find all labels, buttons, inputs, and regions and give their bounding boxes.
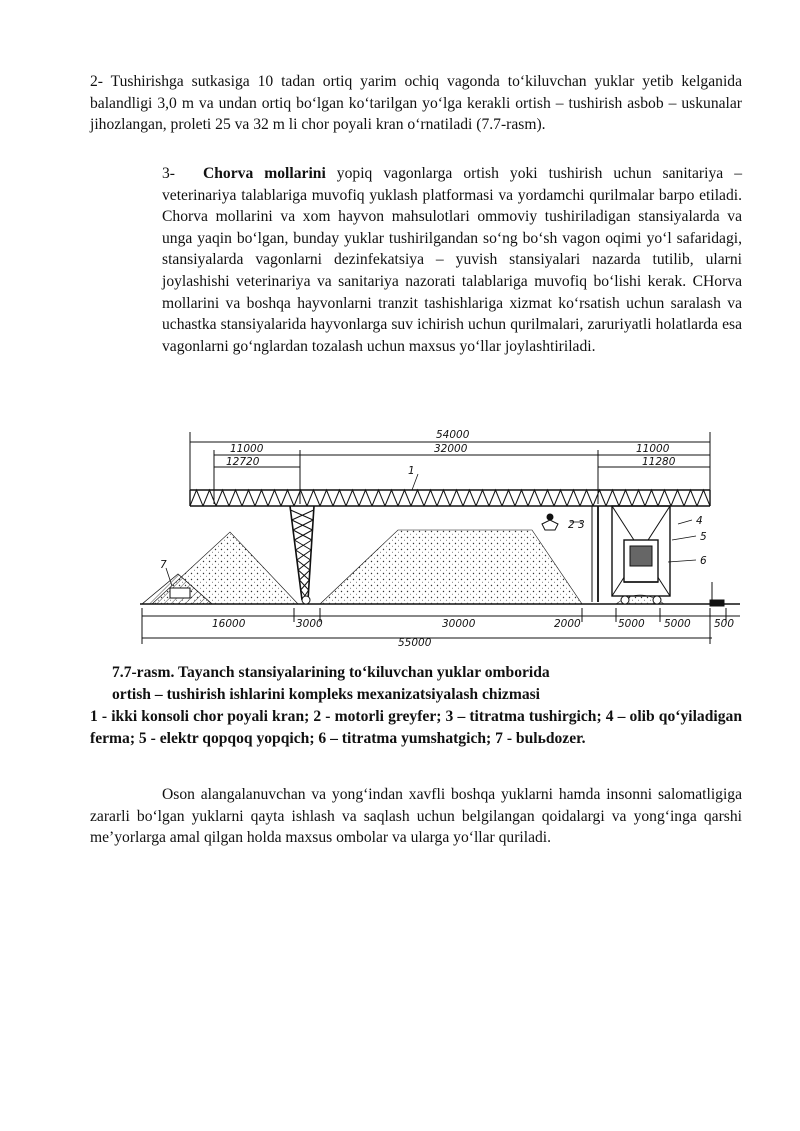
label-7: 7 (160, 559, 167, 571)
dim-bottom-2: 3000 (296, 618, 323, 630)
dim-left-offset: 12720 (226, 456, 260, 468)
dim-bottom-4: 2000 (554, 618, 581, 630)
dim-bottom-3: 30000 (442, 618, 476, 630)
figure-caption-line-1: 7.7-rasm. Tayanch stansiyalarining to‘kiluvchan yuklar omborida (112, 664, 550, 681)
figure-legend: 1 - ikki konsoli chor poyali kran; 2 - motorli greyfer; 3 – titratma tushirgich; 4 – olib qo‘yiladigan ferma; 5 - elektr qopqoq yopqich; 6 – titratma yumshatgich; 7 - bulьdozer. (90, 708, 742, 747)
label-4: 4 (696, 515, 703, 527)
dim-bottom-1: 16000 (212, 618, 246, 630)
paragraph-3: Oson alangalanuvchan va yong‘indan xavfli boshqa yuklarni hamda insonni salomatligiga zararli bo‘lgan yuklarni qayta ishlash va saqlash uchun belgilangan qoidalargi va yong‘inga qarshi me’yorlarga amal qilgan holda maxsus ombolar va ularga yo‘llar quriladi. (90, 786, 742, 847)
paragraph-2-bold: Chorva mollarini (203, 165, 326, 182)
dim-bottom-6: 5000 (664, 618, 691, 630)
dim-bottom-5: 5000 (618, 618, 645, 630)
label-5: 5 (700, 531, 707, 543)
crane-diagram (112, 422, 740, 652)
paragraph-2-number: 3- (162, 165, 175, 182)
bulldozer-icon (170, 588, 190, 598)
dim-total-top: 54000 (436, 429, 470, 441)
dim-span: 32000 (434, 443, 468, 455)
center-pile (320, 530, 582, 604)
figure-caption-line-2: ortish – tushirish ishlarini kompleks mexanizatsiyalash chizmasi (112, 686, 541, 703)
dim-total-bottom: 55000 (398, 637, 432, 649)
dim-left-console: 11000 (230, 443, 264, 455)
dim-right-offset: 11280 (642, 456, 676, 468)
paragraph-1: 2- Tushirishga sutkasiga 10 tadan ortiq yarim ochiq vagonda to‘kiluvchan yuklar yetib kelganida balandligi 3,0 m va undan ortiq bo‘lgan ko‘tarilgan yo‘lga kerakli ortish – tushirish asbob – uskunalar jihozlangan, proleti 25 va 32 m li chor poyali kran o‘rnatiladi (7.7-rasm). (90, 73, 742, 134)
label-6: 6 (700, 555, 707, 567)
crane-diagram-figure (112, 422, 740, 652)
dim-right-console: 11000 (636, 443, 670, 455)
label-1: 1 (408, 465, 415, 477)
dim-bottom-7: 500 (714, 618, 735, 630)
label-2-3: 2 3 (568, 519, 585, 531)
paragraph-2 (162, 163, 742, 357)
paragraph-2-text: yopiq vagonlarga ortish yoki tushirish uchun sanitariya – veterinariya talablariga muvofiq yuklash platformasi va yordamchi qurilmalar barpo etiladi. Chorva mollarini va xom hayvon mahsulotlari ommoviy tushiriladigan stansiyalarda va unga yaqin bo‘lgan, bunday yuklar tushirilgandan so‘ng bo‘sh vagon oqimi yo‘l safaridagi, stansiyalarda vagonlarni dezinfekatsiya – yuvish stansiyalari nazarda tutilib, ularni joylashishi veterinariya va sanitariya nazorati talablariga muvofiq bo‘lishi kerak. CHorva mollarini va boshqa hayvonlarni tranzit tashishlariga xizmat ko‘rsatish uchun saralash va uchastka stansiyalarida hayvonlarga suv ichirish uchun qurilmalari, zaruriyatli holatlarda esa vagonlarni go‘nglardan tozalash uchun maxsus yo‘llar joylashtiriladi. (162, 165, 742, 355)
